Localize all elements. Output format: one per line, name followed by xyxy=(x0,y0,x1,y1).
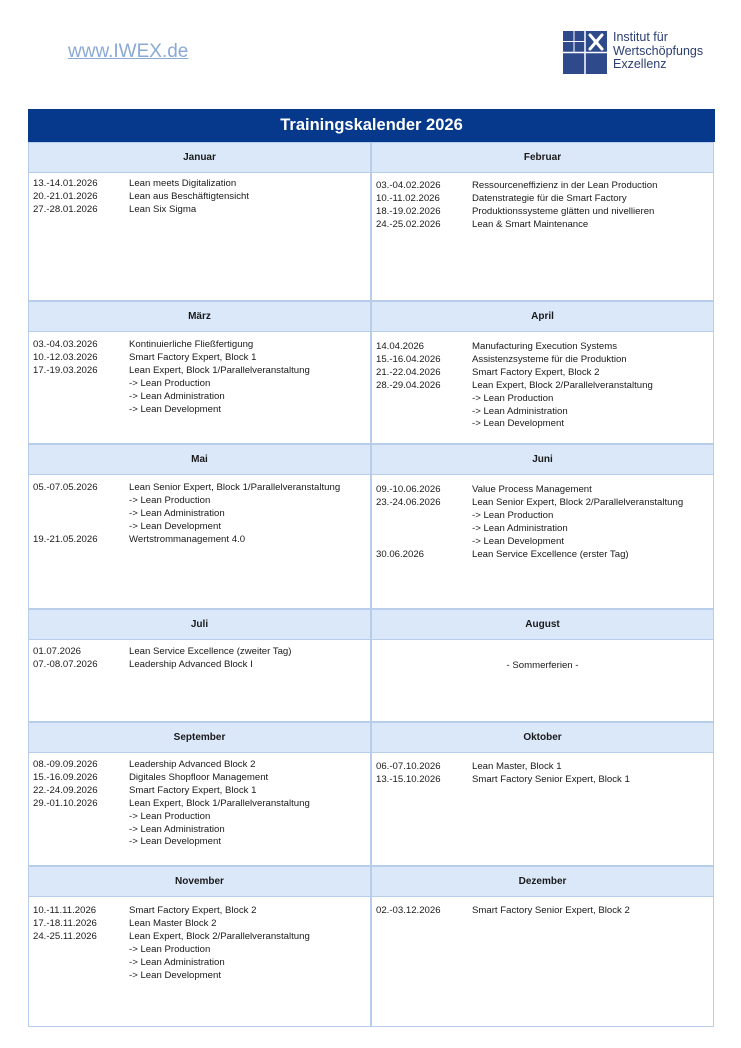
logo-line-2: Wertschöpfungs xyxy=(613,43,704,58)
month-panel-dezember xyxy=(371,897,714,1027)
entry-title: Lean Service Excellence (zweiter Tag) xyxy=(129,646,292,657)
entry-title: Wertstrommanagement 4.0 xyxy=(129,533,246,545)
entry-title: Smart Factory Expert, Block 2 xyxy=(129,905,257,916)
training-entry xyxy=(33,659,291,672)
month-header-februar: Februar xyxy=(371,142,714,173)
month-header-juli: Juli xyxy=(28,609,371,640)
entry-date xyxy=(33,944,129,957)
training-entry xyxy=(33,204,249,217)
month-header-september: September xyxy=(28,722,371,753)
entry-date xyxy=(33,836,129,849)
entry-date xyxy=(33,970,129,983)
month-header-marz: März xyxy=(28,301,371,332)
entry-list xyxy=(33,178,249,217)
entry-date: 28.-29.04.2026 xyxy=(376,379,441,391)
training-entry xyxy=(33,508,340,521)
month-header-mai: Mai xyxy=(28,444,371,475)
training-entry xyxy=(33,944,310,957)
entry-date: 29.-01.10.2026 xyxy=(33,797,98,809)
entry-date xyxy=(33,811,129,824)
entry-list xyxy=(33,646,291,672)
training-entry xyxy=(33,970,310,983)
entry-date xyxy=(376,406,472,419)
training-entry xyxy=(33,918,310,931)
training-entry xyxy=(33,378,310,391)
entry-title: -> Lean Development xyxy=(129,403,221,415)
entry-list xyxy=(33,759,310,849)
entry-date: 30.06.2026 xyxy=(376,548,425,560)
entry-list xyxy=(33,905,310,982)
training-entry xyxy=(376,497,683,510)
training-entry xyxy=(376,484,683,497)
entry-title: Smart Factory Expert, Block 1 xyxy=(129,351,257,363)
entry-title: Lean Senior Expert, Block 2/Parallelveranstaltung xyxy=(472,496,684,508)
month-header-januar: Januar xyxy=(28,142,371,173)
website-link[interactable]: www.IWEX.de xyxy=(68,41,189,62)
logo-line-1: Institut für xyxy=(613,30,668,44)
month-panel-mai xyxy=(28,475,371,609)
entry-date xyxy=(33,391,129,404)
training-entry xyxy=(33,404,310,417)
training-entry xyxy=(33,339,310,352)
entry-title: Smart Factory Senior Expert, Block 2 xyxy=(472,905,630,916)
entry-title: Lean Expert, Block 1/Parallelveranstaltung xyxy=(129,797,310,809)
training-entry xyxy=(376,393,653,406)
training-entry xyxy=(376,367,653,380)
entry-title: -> Lean Production xyxy=(129,810,211,822)
entry-date xyxy=(33,521,129,534)
entry-title: -> Lean Development xyxy=(472,418,564,430)
entry-title: Leadership Advanced Block I xyxy=(129,658,253,670)
entry-title: Lean Master, Block 1 xyxy=(472,761,562,772)
entry-title: -> Lean Production xyxy=(129,943,211,955)
entry-title: Lean aus Beschäftigtensicht xyxy=(129,190,250,202)
training-entry xyxy=(376,380,653,393)
entry-title: Lean Senior Expert, Block 1/Parallelveranstaltung xyxy=(129,482,341,493)
entry-title: -> Lean Production xyxy=(472,392,554,404)
entry-date: 20.-21.01.2026 xyxy=(33,190,98,202)
entry-title: Lean Six Sigma xyxy=(129,203,197,215)
training-entry xyxy=(33,534,340,547)
entry-title: Leadership Advanced Block 2 xyxy=(129,759,256,770)
entry-date: 15.-16.04.2026 xyxy=(376,353,441,365)
training-entry xyxy=(376,523,683,536)
month-panel-juli xyxy=(28,640,371,722)
entry-date: 19.-21.05.2026 xyxy=(33,533,98,545)
month-panel-marz xyxy=(28,332,371,444)
training-entry xyxy=(376,549,683,562)
training-entry xyxy=(376,905,630,918)
month-note: - Sommerferien - xyxy=(506,660,579,671)
month-header-juni: Juni xyxy=(371,444,714,475)
entry-date xyxy=(33,495,129,508)
training-entry xyxy=(33,521,340,534)
month-header-april: April xyxy=(371,301,714,332)
entry-title: -> Lean Production xyxy=(129,377,211,389)
month-panel-januar xyxy=(28,173,371,301)
entry-date xyxy=(376,523,472,536)
entry-title: Smart Factory Expert, Block 2 xyxy=(472,366,600,378)
entry-date: 01.07.2026 xyxy=(33,646,82,657)
entry-date: 07.-08.07.2026 xyxy=(33,658,98,670)
training-entry xyxy=(33,785,310,798)
entry-title: -> Lean Administration xyxy=(129,956,225,968)
month-panel-august xyxy=(371,640,714,722)
training-entry xyxy=(33,836,310,849)
entry-title: Lean Expert, Block 2/Parallelveranstaltung xyxy=(472,379,653,391)
entry-date: 02.-03.12.2026 xyxy=(376,905,441,916)
entry-title: Lean Expert, Block 2/Parallelveranstaltung xyxy=(129,930,310,942)
entry-date: 13.-14.01.2026 xyxy=(33,178,98,189)
entry-date xyxy=(33,508,129,521)
entry-title: Lean Service Excellence (erster Tag) xyxy=(472,548,629,560)
training-entry xyxy=(376,418,653,431)
entry-date xyxy=(376,510,472,523)
entry-list xyxy=(33,482,340,547)
entry-title: Smart Factory Senior Expert, Block 1 xyxy=(472,773,630,785)
training-entry xyxy=(376,536,683,549)
entry-title: Lean Master Block 2 xyxy=(129,917,217,929)
entry-date: 10.-12.03.2026 xyxy=(33,351,98,363)
entry-list xyxy=(376,905,630,918)
training-entry xyxy=(33,759,310,772)
entry-title: -> Lean Administration xyxy=(129,507,225,519)
entry-date xyxy=(376,418,472,431)
entry-list xyxy=(33,339,310,416)
entry-date: 09.-10.06.2026 xyxy=(376,484,441,495)
entry-date: 17.-18.11.2026 xyxy=(33,917,97,929)
entry-title: Lean Expert, Block 1/Parallelveranstaltung xyxy=(129,364,310,376)
month-header-oktober: Oktober xyxy=(371,722,714,753)
training-entry xyxy=(33,191,249,204)
month-panel-februar xyxy=(371,173,714,301)
entry-date: 03.-04.02.2026 xyxy=(376,180,441,191)
entry-date: 08.-09.09.2026 xyxy=(33,759,98,770)
entry-title: Value Process Management xyxy=(472,484,592,495)
training-entry xyxy=(33,931,310,944)
month-panel-oktober xyxy=(371,753,714,866)
training-entry xyxy=(33,178,249,191)
month-panel-april xyxy=(371,332,714,444)
entry-date xyxy=(33,957,129,970)
iwex-logo-icon xyxy=(563,31,607,74)
entry-date xyxy=(33,404,129,417)
entry-title: Assistenzsysteme für die Produktion xyxy=(472,353,627,365)
entry-list xyxy=(376,341,653,431)
entry-title: -> Lean Development xyxy=(129,520,221,532)
entry-date: 21.-22.04.2026 xyxy=(376,366,441,378)
entry-date: 17.-19.03.2026 xyxy=(33,364,98,376)
entry-title: -> Lean Development xyxy=(129,969,221,981)
month-header-november: November xyxy=(28,866,371,897)
entry-date: 18.-19.02.2026 xyxy=(376,205,441,217)
training-entry xyxy=(33,365,310,378)
training-entry xyxy=(33,798,310,811)
entry-title: Produktionssysteme glätten und nivellieren xyxy=(472,205,655,217)
training-entry xyxy=(376,193,657,206)
entry-title: -> Lean Administration xyxy=(129,390,225,402)
training-entry xyxy=(33,482,340,495)
entry-date: 27.-28.01.2026 xyxy=(33,203,98,215)
training-entry xyxy=(376,341,653,354)
entry-title: -> Lean Development xyxy=(472,535,564,547)
entry-title: Datenstrategie für die Smart Factory xyxy=(472,192,627,204)
logo-text xyxy=(613,31,703,75)
entry-title: -> Lean Administration xyxy=(472,405,568,417)
training-entry xyxy=(33,957,310,970)
training-entry xyxy=(376,206,657,219)
training-entry xyxy=(376,219,657,232)
training-entry xyxy=(33,352,310,365)
entry-date xyxy=(376,393,472,406)
entry-date: 05.-07.05.2026 xyxy=(33,482,98,493)
entry-title: -> Lean Production xyxy=(472,509,554,521)
training-entry xyxy=(33,646,291,659)
entry-title: Kontinuierliche Fließfertigung xyxy=(129,339,254,350)
entry-date: 24.-25.11.2026 xyxy=(33,930,97,942)
entry-list xyxy=(376,484,683,561)
entry-date: 15.-16.09.2026 xyxy=(33,771,98,783)
entry-date: 10.-11.11.2026 xyxy=(33,905,97,916)
logo-line-3: Exzellenz xyxy=(613,57,667,71)
entry-title: Digitales Shopfloor Management xyxy=(129,771,269,783)
entry-date: 24.-25.02.2026 xyxy=(376,218,441,230)
calendar-title: Trainingskalender 2026 xyxy=(28,109,715,142)
training-entry xyxy=(376,180,657,193)
entry-list xyxy=(376,761,630,787)
training-entry xyxy=(33,772,310,785)
entry-title: Lean & Smart Maintenance xyxy=(472,218,589,230)
entry-title: -> Lean Administration xyxy=(129,823,225,835)
entry-list xyxy=(376,180,657,232)
entry-date: 14.04.2026 xyxy=(376,341,425,352)
entry-date xyxy=(33,824,129,837)
entry-date: 03.-04.03.2026 xyxy=(33,339,98,350)
entry-title: -> Lean Administration xyxy=(472,522,568,534)
month-header-dezember: Dezember xyxy=(371,866,714,897)
training-entry xyxy=(376,510,683,523)
month-panel-juni xyxy=(371,475,714,609)
training-entry xyxy=(376,761,630,774)
training-entry xyxy=(33,811,310,824)
entry-date: 23.-24.06.2026 xyxy=(376,496,441,508)
entry-date: 10.-11.02.2026 xyxy=(376,192,440,204)
training-entry xyxy=(33,495,340,508)
training-entry xyxy=(33,905,310,918)
entry-title: -> Lean Development xyxy=(129,836,221,848)
month-panel-september xyxy=(28,753,371,866)
entry-title: -> Lean Production xyxy=(129,494,211,506)
training-entry xyxy=(376,354,653,367)
entry-title: Manufacturing Execution Systems xyxy=(472,341,618,352)
entry-date xyxy=(33,378,129,391)
entry-title: Smart Factory Expert, Block 1 xyxy=(129,784,257,796)
month-panel-november xyxy=(28,897,371,1027)
training-entry xyxy=(376,774,630,787)
entry-date xyxy=(376,536,472,549)
training-entry xyxy=(33,391,310,404)
institute-logo xyxy=(563,31,733,75)
entry-date: 06.-07.10.2026 xyxy=(376,761,441,772)
entry-date: 22.-24.09.2026 xyxy=(33,784,98,796)
training-entry xyxy=(33,824,310,837)
month-header-august: August xyxy=(371,609,714,640)
entry-title: Ressourceneffizienz in der Lean Production xyxy=(472,180,658,191)
training-entry xyxy=(376,406,653,419)
entry-title: Lean meets Digitalization xyxy=(129,178,237,189)
entry-date: 13.-15.10.2026 xyxy=(376,773,441,785)
